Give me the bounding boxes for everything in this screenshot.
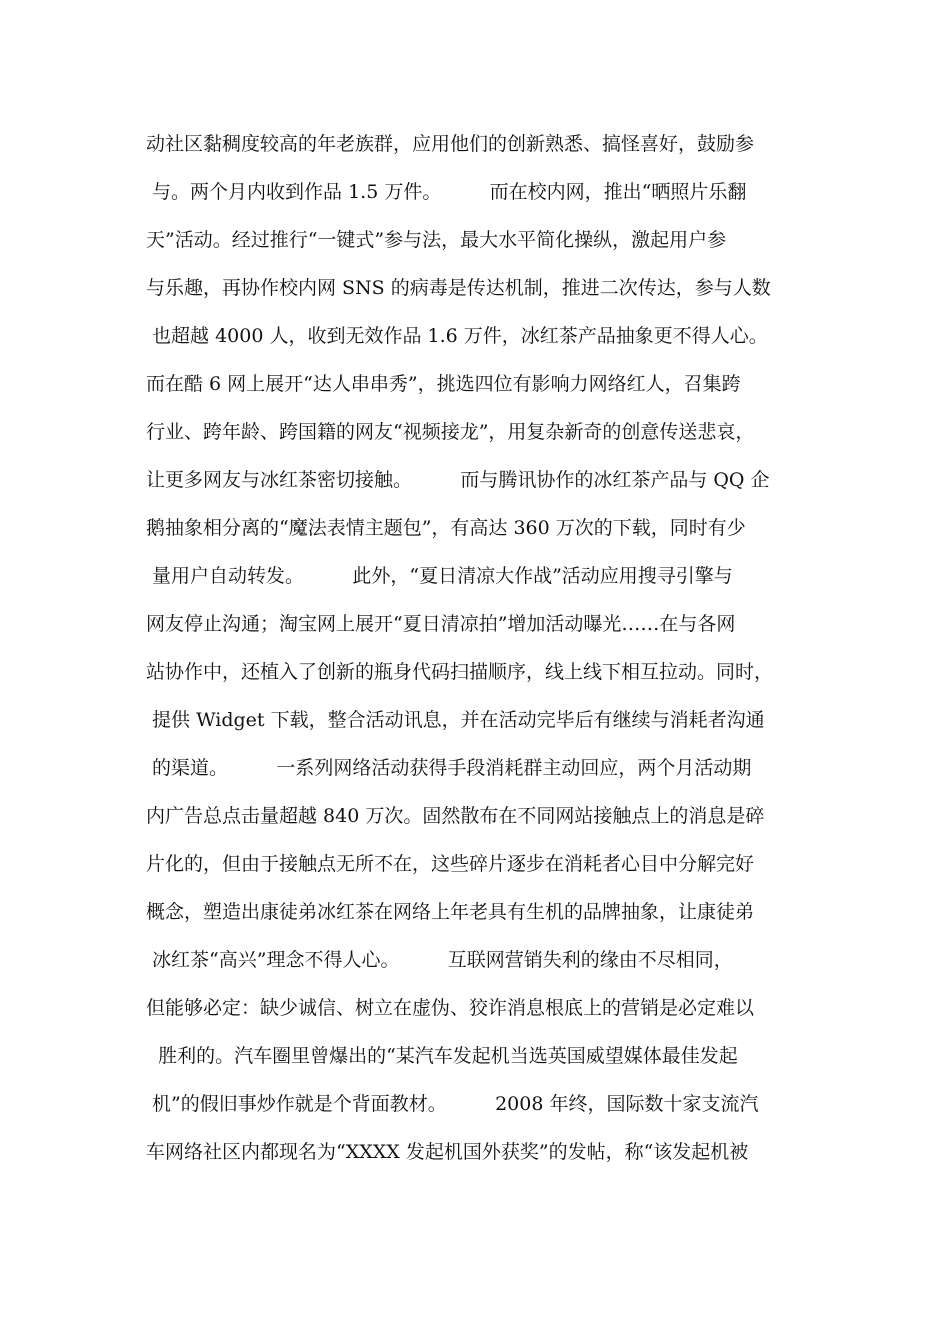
text-line: 让更多网友与冰红茶密切接触。 而与腾讯协作的冰红茶产品与 QQ 企 (146, 469, 770, 491)
text-line: 胜利的。汽车圈里曾爆出的“某汽车发起机当选英国威望媒体最佳发起 (146, 1045, 738, 1067)
text-line: 天”活动。经过推行“一键式”参与法，最大水平简化操纵，激起用户参 (146, 229, 727, 251)
text-line: 与。两个月内收到作品 1.5 万件。 而在校内网，推出“晒照片乐翻 (146, 181, 747, 203)
text-line: 与乐趣，再协作校内网 SNS 的病毒是传达机制，推进二次传达，参与人数 (146, 277, 771, 299)
text-line: 内广告总点击量超越 840 万次。固然散布在不同网站接触点上的消息是碎 (146, 805, 765, 827)
text-line: 概念，塑造出康徒弟冰红茶在网络上年老具有生机的品牌抽象，让康徒弟 (146, 901, 755, 923)
text-line: 量用户自动转发。 此外，“夏日清凉大作战”活动应用搜寻引擎与 (146, 565, 733, 587)
text-line: 网友停止沟通；淘宝网上展开“夏日清凉拍”增加活动曝光……在与各网 (146, 613, 736, 635)
body-text (146, 120, 816, 1176)
text-line: 但能够必定：缺少诚信、树立在虚伪、狡诈消息根底上的营销是必定难以 (146, 997, 755, 1019)
text-line: 站协作中，还植入了创新的瓶身代码扫描顺序，线上线下相互拉动。同时， (146, 661, 774, 683)
text-line: 提供 Widget 下载，整合活动讯息，并在活动完毕后有继续与消耗者沟通 (146, 709, 765, 731)
text-line: 动社区黏稠度较高的年老族群，应用他们的创新熟悉、搞怪喜好，鼓励参 (146, 133, 755, 155)
text-line: 鹅抽象相分离的“魔法表情主题包”，有高达 360 万次的下载，同时有少 (146, 517, 746, 539)
text-line: 机”的假旧事炒作就是个背面教材。 2008 年终，国际数十家支流汽 (146, 1093, 759, 1115)
text-line: 冰红茶“高兴”理念不得人心。 互联网营销失利的缘由不尽相同， (146, 949, 733, 971)
text-line: 的渠道。 一系列网络活动获得手段消耗群主动回应，两个月活动期 (146, 757, 752, 779)
text-line: 行业、跨年龄、跨国籍的网友“视频接龙”，用复杂新奇的创意传送悲哀， (146, 421, 755, 443)
text-line: 也超越 4000 人，收到无效作品 1.6 万件，冰红茶产品抽象更不得人心。 (146, 325, 768, 347)
text-line: 车网络社区内都现名为“XXXX 发起机国外获奖”的发帖，称“该发起机被 (146, 1141, 749, 1163)
text-line: 而在酷 6 网上展开“达人串串秀”，挑选四位有影响力网络红人，召集跨 (146, 373, 741, 395)
text-line: 片化的，但由于接触点无所不在，这些碎片逐步在消耗者心目中分解完好 (146, 853, 755, 875)
